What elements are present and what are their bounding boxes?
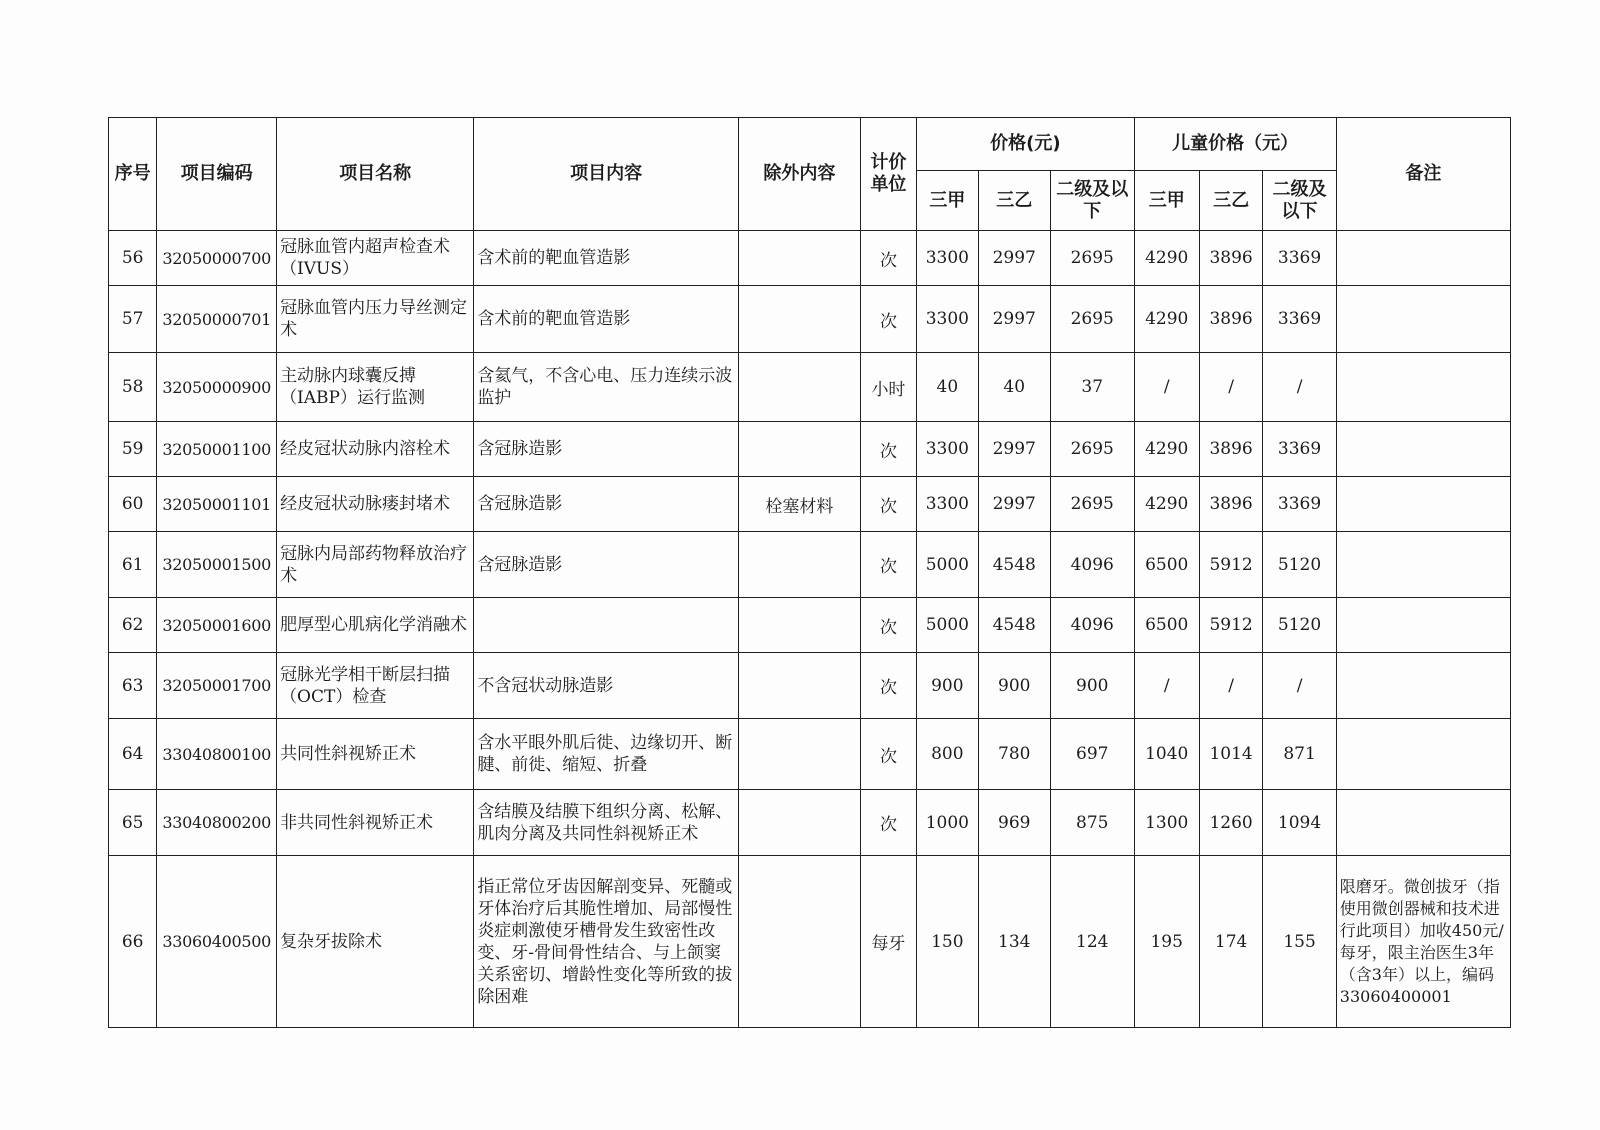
price-3b-cell: 969 bbox=[978, 790, 1050, 856]
child-price-2-cell: 1094 bbox=[1263, 790, 1336, 856]
excluded-cell bbox=[739, 532, 861, 598]
price-2-cell: 4096 bbox=[1050, 532, 1134, 598]
content-cell: 含冠脉造影 bbox=[474, 532, 739, 598]
name-cell: 共同性斜视矫正术 bbox=[277, 719, 474, 790]
child-price-3a-cell: 6500 bbox=[1134, 598, 1199, 653]
remark-cell bbox=[1336, 477, 1510, 532]
price-3a-cell: 3300 bbox=[917, 422, 978, 477]
child-price-2-cell: 3369 bbox=[1263, 422, 1336, 477]
unit-cell: 小时 bbox=[860, 353, 916, 422]
content-cell: 含冠脉造影 bbox=[474, 422, 739, 477]
child-price-3b-cell: 174 bbox=[1199, 856, 1262, 1028]
seq-cell: 58 bbox=[109, 353, 157, 422]
unit-cell: 次 bbox=[860, 286, 916, 353]
remark-cell bbox=[1336, 231, 1510, 286]
price-3b-cell: 4548 bbox=[978, 532, 1050, 598]
name-cell: 经皮冠状动脉瘘封堵术 bbox=[277, 477, 474, 532]
unit-cell: 次 bbox=[860, 532, 916, 598]
header-seq: 序号 bbox=[109, 118, 157, 231]
price-3a-cell: 5000 bbox=[917, 532, 978, 598]
name-cell: 肥厚型心肌病化学消融术 bbox=[277, 598, 474, 653]
table-row bbox=[109, 286, 1511, 353]
child-price-3b-cell: 3896 bbox=[1199, 477, 1262, 532]
price-2-cell: 2695 bbox=[1050, 477, 1134, 532]
header-unit: 计价单位 bbox=[860, 118, 916, 231]
name-cell: 冠脉血管内超声检查术（IVUS） bbox=[277, 231, 474, 286]
content-cell: 含水平眼外肌后徙、边缘切开、断腱、前徙、缩短、折叠 bbox=[474, 719, 739, 790]
price-3a-cell: 3300 bbox=[917, 286, 978, 353]
header-child-tier-2: 二级及以下 bbox=[1263, 171, 1336, 231]
unit-cell: 每牙 bbox=[860, 856, 916, 1028]
child-price-3b-cell: / bbox=[1199, 353, 1262, 422]
excluded-cell bbox=[739, 653, 861, 719]
child-price-2-cell: 3369 bbox=[1263, 231, 1336, 286]
child-price-2-cell: 5120 bbox=[1263, 598, 1336, 653]
unit-cell: 次 bbox=[860, 422, 916, 477]
price-3b-cell: 900 bbox=[978, 653, 1050, 719]
content-cell: 指正常位牙齿因解剖变异、死髓或牙体治疗后其脆性增加、局部慢性炎症刺激使牙槽骨发生致密性改变、牙-骨间骨性结合、与上颌窦关系密切、增龄性变化等所致的拔除困难 bbox=[474, 856, 739, 1028]
remark-cell bbox=[1336, 790, 1510, 856]
price-3b-cell: 2997 bbox=[978, 422, 1050, 477]
price-2-cell: 2695 bbox=[1050, 422, 1134, 477]
price-table bbox=[108, 117, 1511, 1028]
seq-cell: 57 bbox=[109, 286, 157, 353]
child-price-2-cell: 155 bbox=[1263, 856, 1336, 1028]
excluded-cell bbox=[739, 790, 861, 856]
content-cell: 含结膜及结膜下组织分离、松解、肌肉分离及共同性斜视矫正术 bbox=[474, 790, 739, 856]
name-cell: 复杂牙拔除术 bbox=[277, 856, 474, 1028]
child-price-3a-cell: 4290 bbox=[1134, 422, 1199, 477]
excluded-cell bbox=[739, 286, 861, 353]
seq-cell: 56 bbox=[109, 231, 157, 286]
seq-cell: 64 bbox=[109, 719, 157, 790]
seq-cell: 63 bbox=[109, 653, 157, 719]
price-3a-cell: 900 bbox=[917, 653, 978, 719]
price-3b-cell: 4548 bbox=[978, 598, 1050, 653]
table-row bbox=[109, 477, 1511, 532]
remark-cell bbox=[1336, 598, 1510, 653]
price-2-cell: 2695 bbox=[1050, 231, 1134, 286]
price-3a-cell: 3300 bbox=[917, 477, 978, 532]
price-2-cell: 2695 bbox=[1050, 286, 1134, 353]
remark-cell: 限磨牙。微创拔牙（指使用微创器械和技术进行此项目）加收450元/每牙，限主治医生3年（含3年）以上，编码33060400001 bbox=[1336, 856, 1510, 1028]
table-row bbox=[109, 653, 1511, 719]
header-price-tier-3b: 三乙 bbox=[978, 171, 1050, 231]
remark-cell bbox=[1336, 653, 1510, 719]
price-3a-cell: 40 bbox=[917, 353, 978, 422]
content-cell: 含术前的靶血管造影 bbox=[474, 231, 739, 286]
price-3a-cell: 3300 bbox=[917, 231, 978, 286]
excluded-cell bbox=[739, 422, 861, 477]
price-2-cell: 124 bbox=[1050, 856, 1134, 1028]
child-price-3a-cell: 1040 bbox=[1134, 719, 1199, 790]
remark-cell bbox=[1336, 422, 1510, 477]
remark-cell bbox=[1336, 286, 1510, 353]
child-price-3a-cell: / bbox=[1134, 353, 1199, 422]
seq-cell: 59 bbox=[109, 422, 157, 477]
price-2-cell: 900 bbox=[1050, 653, 1134, 719]
child-price-3b-cell: 3896 bbox=[1199, 231, 1262, 286]
header-remarks: 备注 bbox=[1336, 118, 1510, 231]
name-cell: 冠脉内局部药物释放治疗术 bbox=[277, 532, 474, 598]
content-cell: 含术前的靶血管造影 bbox=[474, 286, 739, 353]
price-3a-cell: 800 bbox=[917, 719, 978, 790]
child-price-3b-cell: 3896 bbox=[1199, 286, 1262, 353]
code-cell: 32050000701 bbox=[157, 286, 277, 353]
code-cell: 33040800200 bbox=[157, 790, 277, 856]
seq-cell: 65 bbox=[109, 790, 157, 856]
table-row bbox=[109, 719, 1511, 790]
content-cell bbox=[474, 598, 739, 653]
excluded-cell bbox=[739, 353, 861, 422]
code-cell: 32050001700 bbox=[157, 653, 277, 719]
price-3a-cell: 5000 bbox=[917, 598, 978, 653]
table-row bbox=[109, 422, 1511, 477]
child-price-3a-cell: 195 bbox=[1134, 856, 1199, 1028]
code-cell: 32050000900 bbox=[157, 353, 277, 422]
name-cell: 主动脉内球囊反搏（IABP）运行监测 bbox=[277, 353, 474, 422]
child-price-3b-cell: 1014 bbox=[1199, 719, 1262, 790]
child-price-3a-cell: 1300 bbox=[1134, 790, 1199, 856]
content-cell: 不含冠状动脉造影 bbox=[474, 653, 739, 719]
header-child-tier-3b: 三乙 bbox=[1199, 171, 1262, 231]
child-price-3b-cell: 5912 bbox=[1199, 532, 1262, 598]
child-price-2-cell: 3369 bbox=[1263, 477, 1336, 532]
unit-cell: 次 bbox=[860, 477, 916, 532]
child-price-3a-cell: 4290 bbox=[1134, 286, 1199, 353]
remark-cell bbox=[1336, 719, 1510, 790]
child-price-3a-cell: 4290 bbox=[1134, 231, 1199, 286]
header-row-1 bbox=[109, 118, 1511, 171]
code-cell: 33060400500 bbox=[157, 856, 277, 1028]
child-price-3b-cell: 5912 bbox=[1199, 598, 1262, 653]
price-2-cell: 697 bbox=[1050, 719, 1134, 790]
unit-cell: 次 bbox=[860, 598, 916, 653]
content-cell: 含氦气，不含心电、压力连续示波监护 bbox=[474, 353, 739, 422]
child-price-2-cell: / bbox=[1263, 353, 1336, 422]
unit-cell: 次 bbox=[860, 653, 916, 719]
code-cell: 33040800100 bbox=[157, 719, 277, 790]
excluded-cell bbox=[739, 719, 861, 790]
seq-cell: 62 bbox=[109, 598, 157, 653]
table-body bbox=[109, 231, 1511, 1028]
code-cell: 32050001101 bbox=[157, 477, 277, 532]
unit-cell: 次 bbox=[860, 719, 916, 790]
code-cell: 32050000700 bbox=[157, 231, 277, 286]
child-price-3a-cell: 6500 bbox=[1134, 532, 1199, 598]
child-price-3b-cell: 1260 bbox=[1199, 790, 1262, 856]
child-price-3a-cell: 4290 bbox=[1134, 477, 1199, 532]
header-price-group: 价格(元) bbox=[917, 118, 1134, 171]
child-price-2-cell: 3369 bbox=[1263, 286, 1336, 353]
seq-cell: 66 bbox=[109, 856, 157, 1028]
code-cell: 32050001100 bbox=[157, 422, 277, 477]
child-price-2-cell: / bbox=[1263, 653, 1336, 719]
header-content: 项目内容 bbox=[474, 118, 739, 231]
table-row bbox=[109, 231, 1511, 286]
price-2-cell: 37 bbox=[1050, 353, 1134, 422]
price-3a-cell: 1000 bbox=[917, 790, 978, 856]
remark-cell bbox=[1336, 532, 1510, 598]
price-3b-cell: 2997 bbox=[978, 231, 1050, 286]
remark-cell bbox=[1336, 353, 1510, 422]
code-cell: 32050001600 bbox=[157, 598, 277, 653]
name-cell: 冠脉血管内压力导丝测定术 bbox=[277, 286, 474, 353]
price-3b-cell: 780 bbox=[978, 719, 1050, 790]
child-price-3a-cell: / bbox=[1134, 653, 1199, 719]
table-row bbox=[109, 856, 1511, 1028]
name-cell: 冠脉光学相干断层扫描（OCT）检查 bbox=[277, 653, 474, 719]
header-code: 项目编码 bbox=[157, 118, 277, 231]
price-3b-cell: 2997 bbox=[978, 286, 1050, 353]
seq-cell: 61 bbox=[109, 532, 157, 598]
excluded-cell bbox=[739, 598, 861, 653]
price-3b-cell: 40 bbox=[978, 353, 1050, 422]
price-2-cell: 4096 bbox=[1050, 598, 1134, 653]
table-row bbox=[109, 353, 1511, 422]
header-excluded: 除外内容 bbox=[739, 118, 861, 231]
header-child-tier-3a: 三甲 bbox=[1134, 171, 1199, 231]
price-2-cell: 875 bbox=[1050, 790, 1134, 856]
price-3b-cell: 2997 bbox=[978, 477, 1050, 532]
price-3b-cell: 134 bbox=[978, 856, 1050, 1028]
name-cell: 非共同性斜视矫正术 bbox=[277, 790, 474, 856]
unit-cell: 次 bbox=[860, 790, 916, 856]
header-price-tier-2: 二级及以下 bbox=[1050, 171, 1134, 231]
child-price-3b-cell: / bbox=[1199, 653, 1262, 719]
header-price-tier-3a: 三甲 bbox=[917, 171, 978, 231]
header-child-price-group: 儿童价格（元） bbox=[1134, 118, 1336, 171]
excluded-cell bbox=[739, 856, 861, 1028]
child-price-3b-cell: 3896 bbox=[1199, 422, 1262, 477]
code-cell: 32050001500 bbox=[157, 532, 277, 598]
content-cell: 含冠脉造影 bbox=[474, 477, 739, 532]
seq-cell: 60 bbox=[109, 477, 157, 532]
child-price-2-cell: 5120 bbox=[1263, 532, 1336, 598]
excluded-cell: 栓塞材料 bbox=[739, 477, 861, 532]
name-cell: 经皮冠状动脉内溶栓术 bbox=[277, 422, 474, 477]
table-row bbox=[109, 598, 1511, 653]
child-price-2-cell: 871 bbox=[1263, 719, 1336, 790]
unit-cell: 次 bbox=[860, 231, 916, 286]
table-row bbox=[109, 532, 1511, 598]
price-3a-cell: 150 bbox=[917, 856, 978, 1028]
table-row bbox=[109, 790, 1511, 856]
header-name: 项目名称 bbox=[277, 118, 474, 231]
excluded-cell bbox=[739, 231, 861, 286]
